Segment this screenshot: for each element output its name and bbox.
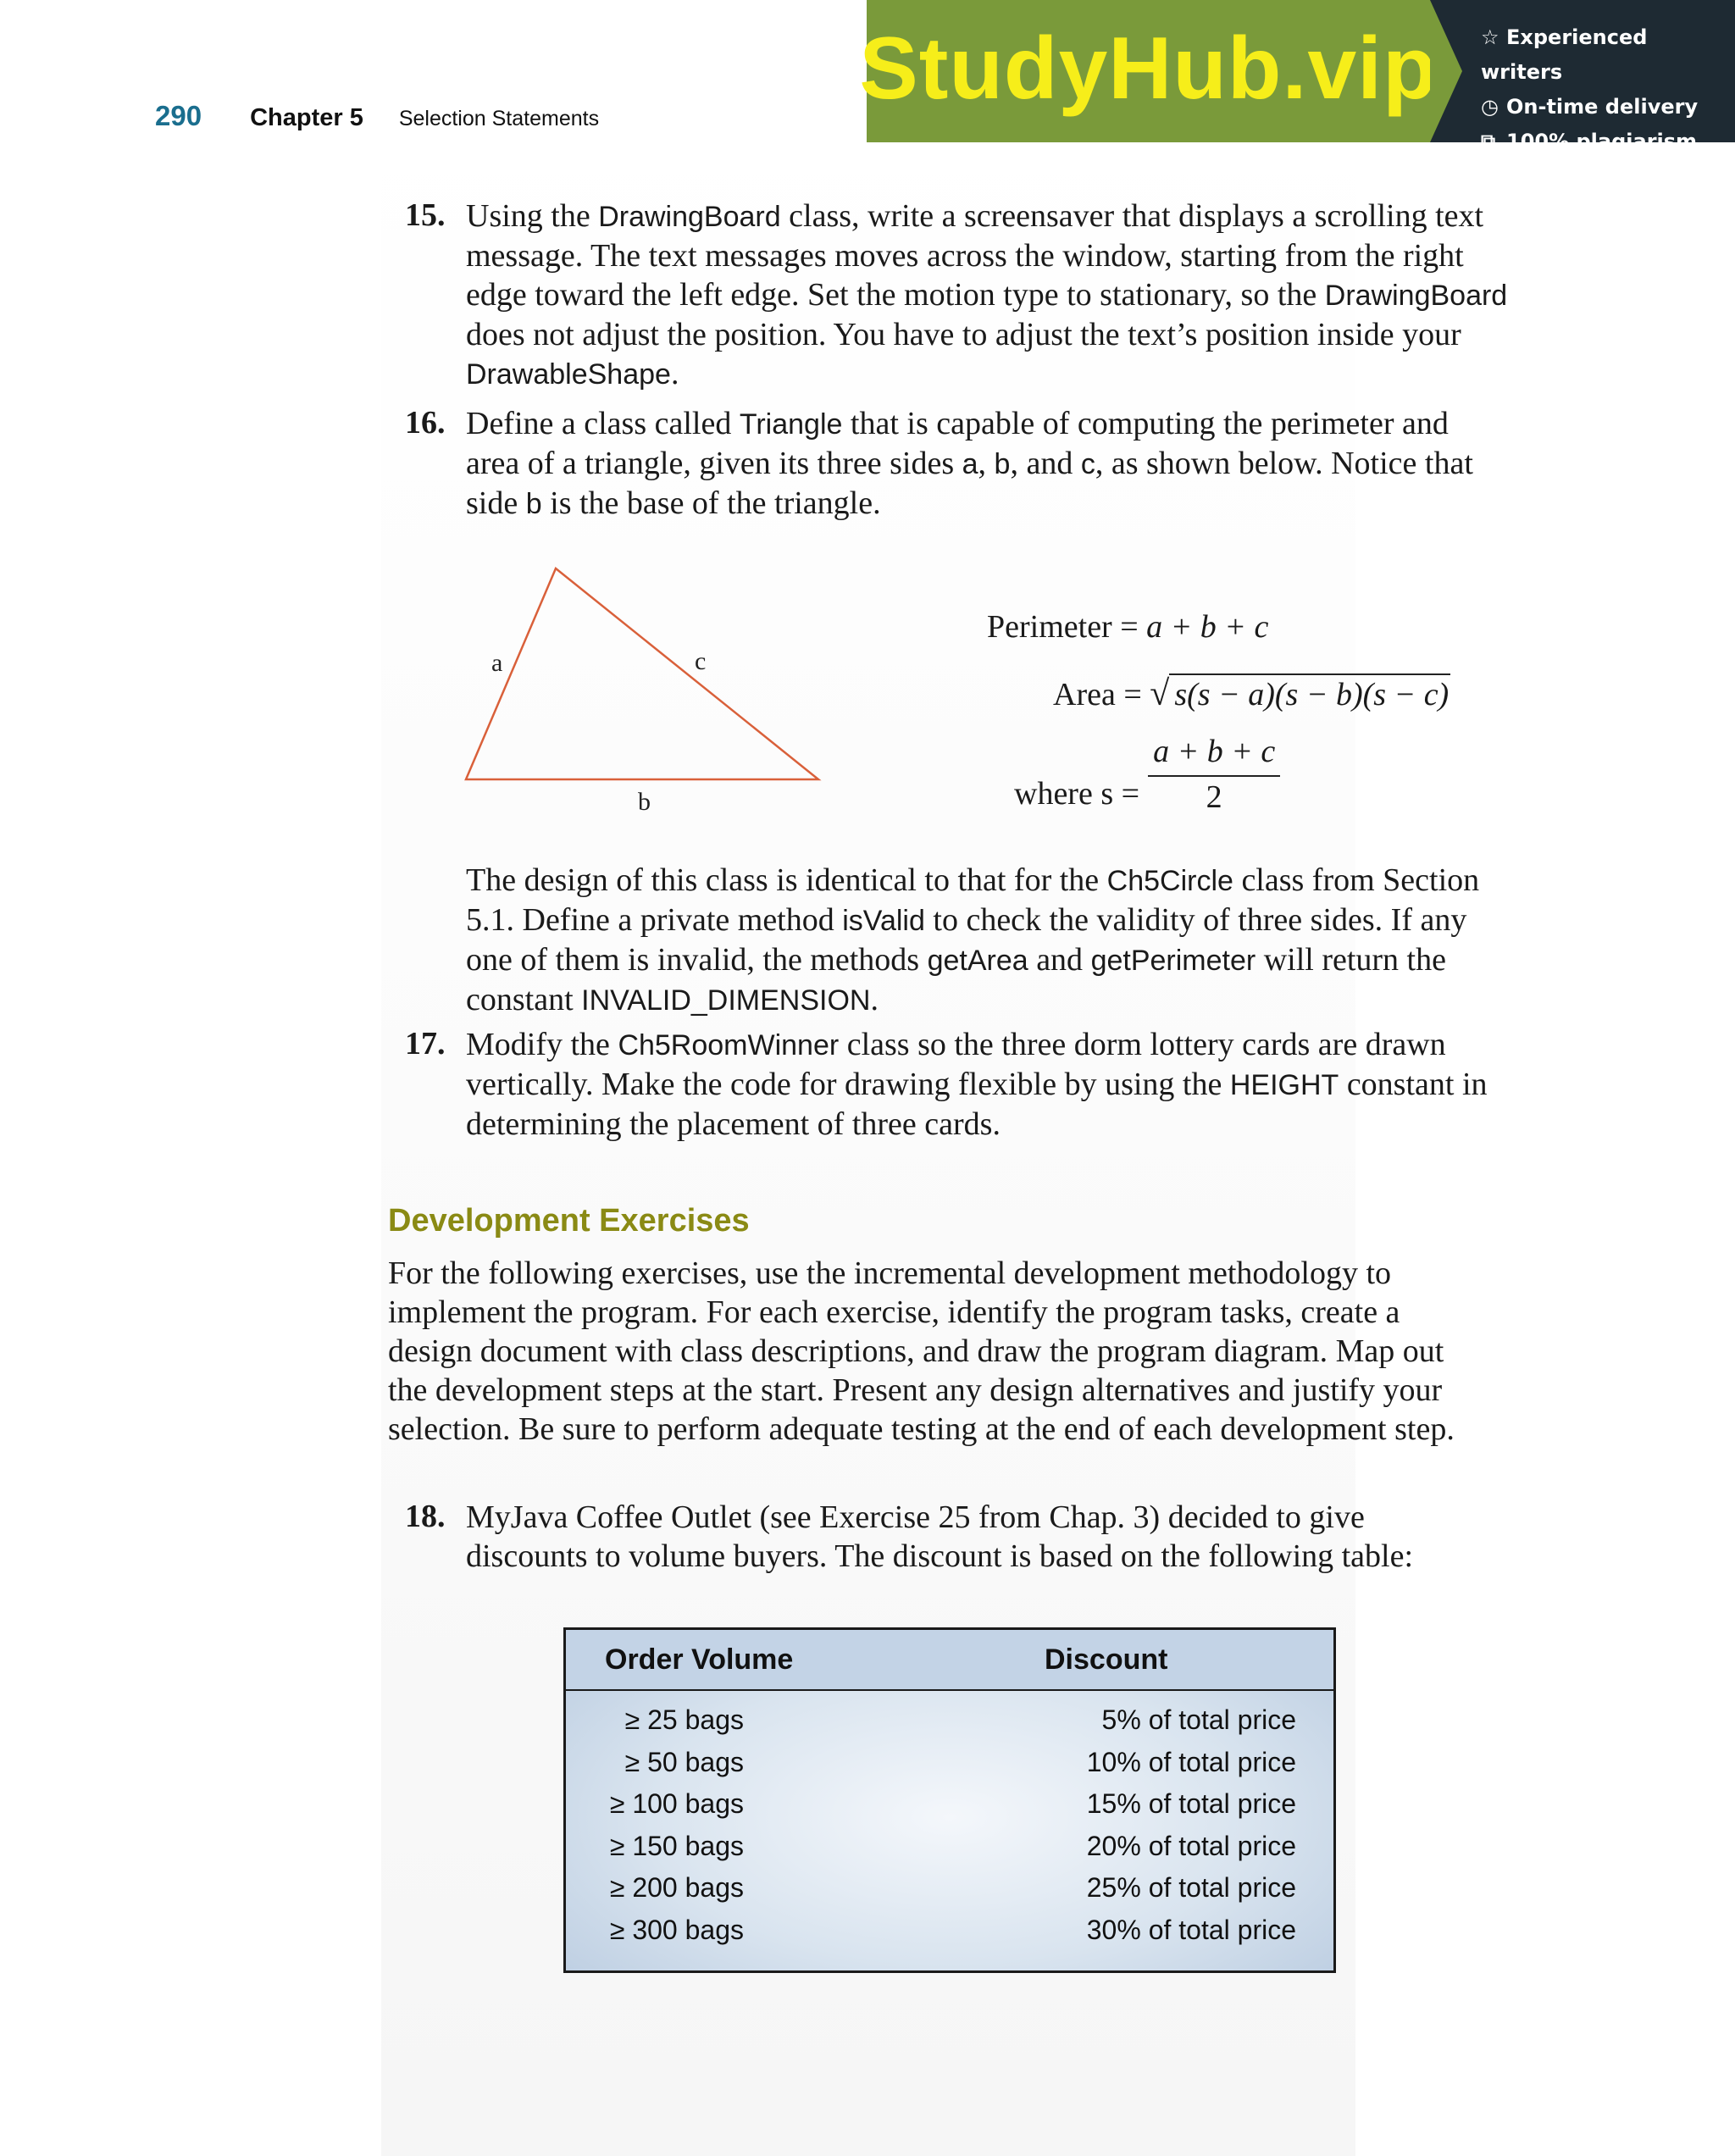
volume-cell: ≥ 300 bags bbox=[609, 1914, 744, 1945]
code-term: b bbox=[994, 448, 1011, 480]
code-term: a bbox=[962, 448, 978, 480]
code-term: DrawingBoard bbox=[598, 201, 781, 233]
exercise-number: 18. bbox=[405, 1499, 446, 1534]
side-c-label: c bbox=[695, 647, 707, 675]
exercise-15-text: Using the DrawingBoard class, write a screensaver that displays a scrolling text message. The text messages moves across the window, starting from the right edge toward the left edge. Set the motion type to stationary, so the DrawingBoard does not adjust the position. You have to adjust the text’s position inside your DrawableShape. bbox=[466, 198, 1508, 391]
banner-features bbox=[1430, 0, 1735, 188]
feature-item bbox=[1481, 125, 1735, 194]
feature-item bbox=[1481, 20, 1735, 90]
clock-icon: ◷ bbox=[1481, 95, 1499, 119]
page-number: 290 bbox=[155, 100, 202, 131]
discount-cell: 30% of total price bbox=[1086, 1914, 1296, 1945]
table-row bbox=[566, 1867, 1333, 1909]
code-term: isValid bbox=[842, 905, 925, 937]
exercise-number: 15. bbox=[405, 197, 446, 233]
discount-cell: 5% of total price bbox=[1101, 1704, 1296, 1736]
star-icon: ☆ bbox=[1481, 25, 1499, 49]
feature-text: On-time delivery bbox=[1506, 95, 1699, 119]
exercise-16-text: Define a class called Triangle that is capable of computing the perimeter and area of a triangle, given its three sides a, b, and c, as shown below. Notice that side b is the base of the triangle. bbox=[466, 406, 1473, 521]
table-row bbox=[566, 1699, 1333, 1742]
perimeter-expression: a + b + c bbox=[1146, 609, 1269, 645]
studyhub-banner[interactable] bbox=[859, 0, 1735, 188]
area-expression: s(s − a)(s − b)(s − c) bbox=[1169, 673, 1450, 712]
area-label: Area bbox=[1053, 677, 1116, 712]
discount-table bbox=[563, 1627, 1336, 1973]
discount-cell: 15% of total price bbox=[1086, 1788, 1296, 1820]
table-header bbox=[566, 1630, 1333, 1691]
s-definition: where s = $\frac{a + b + c}{2}$ bbox=[1014, 733, 1280, 816]
discount-cell: 10% of total price bbox=[1086, 1746, 1296, 1777]
chapter-label: Chapter 5 bbox=[250, 104, 363, 131]
chapter-title: Selection Statements bbox=[398, 107, 600, 130]
code-term: HEIGHT bbox=[1229, 1069, 1339, 1101]
exercise-number: 16. bbox=[405, 405, 446, 441]
code-term: DrawingBoard bbox=[1324, 280, 1508, 312]
code-term: INVALID_DIMENSION bbox=[581, 984, 871, 1017]
code-term: Triangle bbox=[739, 408, 843, 441]
development-intro: For the following exercises, use the incremental development methodology to implement the program. For each exercise, identify the program tasks, create a design document with class descriptions, and draw the program diagram. Map out the development steps at the start. Present any design alternatives and justify your selection. Be sure to perform adequate testing at the end of each development step. bbox=[388, 1255, 1455, 1447]
exercise-16-design-text: The design of this class is identical to that for the Ch5Circle class from Section 5.1. Define a private method isValid to check the validity of three sides. If any one of them is invalid, the methods getArea and getPerimeter will return the constant INVALID_DIMENSION. bbox=[466, 862, 1480, 1017]
code-term: Ch5Circle bbox=[1106, 865, 1233, 897]
feature-text: 100% plagiarism free bbox=[1481, 130, 1698, 188]
column-header-discount: Discount bbox=[1045, 1643, 1168, 1676]
square-root: √ s(s − a)(s − b)(s − c) bbox=[1150, 674, 1450, 713]
volume-cell: ≥ 200 bags bbox=[609, 1872, 744, 1904]
table-row bbox=[566, 1909, 1333, 1952]
exercise-18-text: MyJava Coffee Outlet (see Exercise 25 from Chap. 3) decided to give discounts to volume buyers. The discount is based on the following table: bbox=[466, 1499, 1414, 1574]
table-body bbox=[566, 1691, 1333, 1951]
copy-icon: ⧉ bbox=[1481, 130, 1496, 153]
table-row bbox=[566, 1826, 1333, 1868]
discount-cell: 25% of total price bbox=[1086, 1872, 1296, 1904]
banner-arrow-shape bbox=[1430, 0, 1462, 142]
perimeter-formula: Perimeter = a + b + c bbox=[987, 609, 1269, 645]
code-term: c bbox=[1080, 448, 1095, 480]
exercise-17-text: Modify the Ch5RoomWinner class so the three dorm lottery cards are drawn vertically. Make the code for drawing flexible by using the HEIGHT constant in determining the placement of three cards. bbox=[466, 1027, 1488, 1142]
area-formula: Area = √ s(s − a)(s − b)(s − c) bbox=[1053, 674, 1450, 713]
side-b-label: b bbox=[638, 788, 651, 816]
code-term: getPerimeter bbox=[1090, 945, 1256, 977]
column-header-volume: Order Volume bbox=[605, 1643, 794, 1676]
discount-cell: 20% of total price bbox=[1086, 1830, 1296, 1861]
running-header bbox=[155, 100, 599, 142]
perimeter-label: Perimeter bbox=[987, 609, 1112, 645]
banner-logo-panel bbox=[859, 0, 1438, 142]
fraction-numerator: a + b + c bbox=[1148, 733, 1280, 777]
code-term: getArea bbox=[927, 945, 1028, 977]
volume-cell: ≥ 100 bags bbox=[609, 1788, 744, 1820]
s-fraction bbox=[1148, 733, 1280, 816]
table-row bbox=[566, 1742, 1333, 1784]
volume-cell: ≥ 150 bags bbox=[609, 1830, 744, 1861]
triangle-shape bbox=[466, 568, 818, 779]
feature-item bbox=[1481, 90, 1735, 125]
side-a-label: a bbox=[491, 649, 503, 677]
exercise-number: 17. bbox=[405, 1026, 446, 1061]
triangle-diagram bbox=[457, 559, 830, 822]
volume-cell: ≥ 25 bags bbox=[624, 1704, 744, 1736]
studyhub-logo: StudyHub.vip bbox=[859, 19, 1438, 118]
code-term: DrawableShape bbox=[466, 358, 671, 391]
code-term: Ch5RoomWinner bbox=[618, 1029, 840, 1061]
volume-cell: ≥ 50 bags bbox=[624, 1746, 744, 1777]
feature-text: Experienced writers bbox=[1481, 25, 1648, 84]
code-term: b bbox=[525, 488, 542, 520]
where-label: where s bbox=[1014, 776, 1114, 812]
table-row bbox=[566, 1783, 1333, 1826]
section-heading: Development Exercises bbox=[388, 1203, 750, 1239]
fraction-denominator: 2 bbox=[1206, 779, 1222, 815]
